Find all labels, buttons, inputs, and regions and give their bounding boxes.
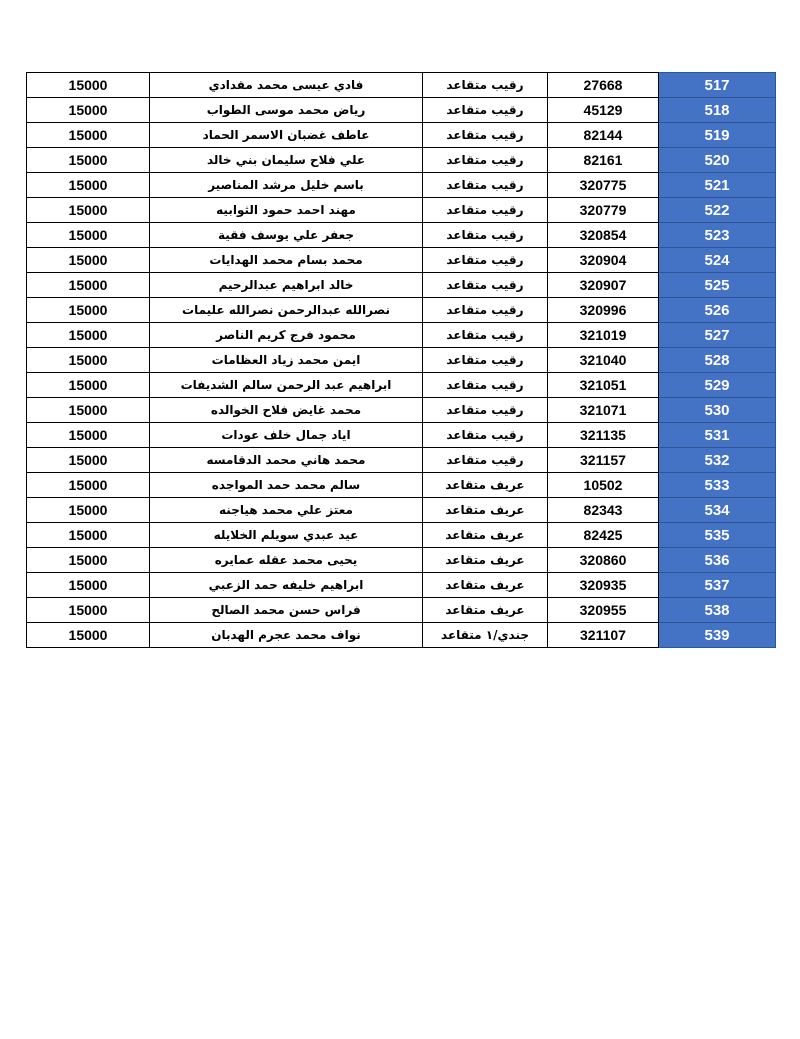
amount-cell: 15000 bbox=[27, 173, 150, 198]
table-row bbox=[27, 523, 776, 548]
id-number-cell: 321071 bbox=[548, 398, 659, 423]
name-cell: محمد بسام محمد الهدايات bbox=[150, 248, 423, 273]
name-cell: نواف محمد عجرم الهدبان bbox=[150, 623, 423, 648]
rank-cell: رقيب متقاعد bbox=[423, 423, 548, 448]
name-cell: فراس حسن محمد الصالح bbox=[150, 598, 423, 623]
rank-cell: رقيب متقاعد bbox=[423, 323, 548, 348]
amount-cell: 15000 bbox=[27, 448, 150, 473]
rank-cell: رقيب متقاعد bbox=[423, 98, 548, 123]
amount-cell: 15000 bbox=[27, 498, 150, 523]
rank-cell: رقيب متقاعد bbox=[423, 273, 548, 298]
sequence-number-cell: 535 bbox=[659, 523, 776, 548]
sequence-number-cell: 536 bbox=[659, 548, 776, 573]
id-number-cell: 82144 bbox=[548, 123, 659, 148]
table-row bbox=[27, 398, 776, 423]
sequence-number-cell: 520 bbox=[659, 148, 776, 173]
id-number-cell: 320907 bbox=[548, 273, 659, 298]
name-cell: باسم خليل مرشد المناصير bbox=[150, 173, 423, 198]
name-cell: علي فلاح سليمان بني خالد bbox=[150, 148, 423, 173]
table-row bbox=[27, 473, 776, 498]
table-row bbox=[27, 373, 776, 398]
name-cell: رياض محمد موسى الطواب bbox=[150, 98, 423, 123]
rank-cell: رقيب متقاعد bbox=[423, 123, 548, 148]
sequence-number-cell: 533 bbox=[659, 473, 776, 498]
sequence-number-cell: 517 bbox=[659, 73, 776, 98]
name-cell: مهند احمد حمود الثوابيه bbox=[150, 198, 423, 223]
table-row bbox=[27, 448, 776, 473]
id-number-cell: 82425 bbox=[548, 523, 659, 548]
id-number-cell: 321107 bbox=[548, 623, 659, 648]
id-number-cell: 320775 bbox=[548, 173, 659, 198]
name-cell: ابراهيم خليفه حمد الزعبي bbox=[150, 573, 423, 598]
table-row bbox=[27, 98, 776, 123]
table-row bbox=[27, 198, 776, 223]
name-cell: جعفر علي يوسف فقية bbox=[150, 223, 423, 248]
rank-cell: رقيب متقاعد bbox=[423, 173, 548, 198]
name-cell: سالم محمد حمد المواجده bbox=[150, 473, 423, 498]
id-number-cell: 82343 bbox=[548, 498, 659, 523]
rank-cell: عريف متقاعد bbox=[423, 473, 548, 498]
sequence-number-cell: 532 bbox=[659, 448, 776, 473]
name-cell: معتز علي محمد هياجنه bbox=[150, 498, 423, 523]
retirees-table bbox=[26, 72, 776, 648]
amount-cell: 15000 bbox=[27, 573, 150, 598]
id-number-cell: 45129 bbox=[548, 98, 659, 123]
table-row bbox=[27, 348, 776, 373]
id-number-cell: 321157 bbox=[548, 448, 659, 473]
name-cell: ايمن محمد زياد العظامات bbox=[150, 348, 423, 373]
table-row bbox=[27, 498, 776, 523]
id-number-cell: 320935 bbox=[548, 573, 659, 598]
sequence-number-cell: 521 bbox=[659, 173, 776, 198]
table-row bbox=[27, 423, 776, 448]
rank-cell: رقيب متقاعد bbox=[423, 373, 548, 398]
rank-cell: رقيب متقاعد bbox=[423, 73, 548, 98]
name-cell: خالد ابراهيم عبدالرحيم bbox=[150, 273, 423, 298]
rank-cell: عريف متقاعد bbox=[423, 598, 548, 623]
sequence-number-cell: 519 bbox=[659, 123, 776, 148]
name-cell: عيد عبدي سويلم الخلايله bbox=[150, 523, 423, 548]
amount-cell: 15000 bbox=[27, 273, 150, 298]
amount-cell: 15000 bbox=[27, 348, 150, 373]
sequence-number-cell: 527 bbox=[659, 323, 776, 348]
table-row bbox=[27, 123, 776, 148]
table-row bbox=[27, 623, 776, 648]
rank-cell: عريف متقاعد bbox=[423, 498, 548, 523]
rank-cell: رقيب متقاعد bbox=[423, 448, 548, 473]
rank-cell: رقيب متقاعد bbox=[423, 148, 548, 173]
name-cell: اياد جمال خلف عودات bbox=[150, 423, 423, 448]
id-number-cell: 321051 bbox=[548, 373, 659, 398]
amount-cell: 15000 bbox=[27, 523, 150, 548]
amount-cell: 15000 bbox=[27, 223, 150, 248]
sequence-number-cell: 534 bbox=[659, 498, 776, 523]
sequence-number-cell: 529 bbox=[659, 373, 776, 398]
name-cell: عاطف غضبان الاسمر الحماد bbox=[150, 123, 423, 148]
rank-cell: عريف متقاعد bbox=[423, 548, 548, 573]
amount-cell: 15000 bbox=[27, 98, 150, 123]
table-row bbox=[27, 173, 776, 198]
rank-cell: رقيب متقاعد bbox=[423, 298, 548, 323]
sequence-number-cell: 530 bbox=[659, 398, 776, 423]
rank-cell: رقيب متقاعد bbox=[423, 398, 548, 423]
sequence-number-cell: 522 bbox=[659, 198, 776, 223]
amount-cell: 15000 bbox=[27, 398, 150, 423]
rank-cell: عريف متقاعد bbox=[423, 573, 548, 598]
id-number-cell: 320860 bbox=[548, 548, 659, 573]
name-cell: محمود فرج كريم الناصر bbox=[150, 323, 423, 348]
table-body bbox=[27, 73, 776, 648]
sequence-number-cell: 538 bbox=[659, 598, 776, 623]
amount-cell: 15000 bbox=[27, 623, 150, 648]
rank-cell: جندي/١ متقاعد bbox=[423, 623, 548, 648]
table-row bbox=[27, 323, 776, 348]
amount-cell: 15000 bbox=[27, 248, 150, 273]
rank-cell: رقيب متقاعد bbox=[423, 198, 548, 223]
sequence-number-cell: 537 bbox=[659, 573, 776, 598]
id-number-cell: 321040 bbox=[548, 348, 659, 373]
sequence-number-cell: 531 bbox=[659, 423, 776, 448]
amount-cell: 15000 bbox=[27, 198, 150, 223]
id-number-cell: 320955 bbox=[548, 598, 659, 623]
sequence-number-cell: 524 bbox=[659, 248, 776, 273]
table-row bbox=[27, 273, 776, 298]
rank-cell: رقيب متقاعد bbox=[423, 248, 548, 273]
amount-cell: 15000 bbox=[27, 473, 150, 498]
table-row bbox=[27, 298, 776, 323]
sequence-number-cell: 539 bbox=[659, 623, 776, 648]
table-row bbox=[27, 148, 776, 173]
name-cell: ابراهيم عبد الرحمن سالم الشديفات bbox=[150, 373, 423, 398]
table-row bbox=[27, 223, 776, 248]
id-number-cell: 10502 bbox=[548, 473, 659, 498]
id-number-cell: 320996 bbox=[548, 298, 659, 323]
amount-cell: 15000 bbox=[27, 123, 150, 148]
sequence-number-cell: 525 bbox=[659, 273, 776, 298]
rank-cell: رقيب متقاعد bbox=[423, 223, 548, 248]
amount-cell: 15000 bbox=[27, 423, 150, 448]
table-row bbox=[27, 573, 776, 598]
amount-cell: 15000 bbox=[27, 148, 150, 173]
amount-cell: 15000 bbox=[27, 73, 150, 98]
amount-cell: 15000 bbox=[27, 298, 150, 323]
amount-cell: 15000 bbox=[27, 323, 150, 348]
name-cell: فادي عيسى محمد مقدادي bbox=[150, 73, 423, 98]
sequence-number-cell: 526 bbox=[659, 298, 776, 323]
rank-cell: رقيب متقاعد bbox=[423, 348, 548, 373]
table-row bbox=[27, 548, 776, 573]
id-number-cell: 82161 bbox=[548, 148, 659, 173]
amount-cell: 15000 bbox=[27, 548, 150, 573]
name-cell: محمد هاني محمد الدقامسه bbox=[150, 448, 423, 473]
id-number-cell: 320854 bbox=[548, 223, 659, 248]
amount-cell: 15000 bbox=[27, 373, 150, 398]
id-number-cell: 27668 bbox=[548, 73, 659, 98]
table-row bbox=[27, 73, 776, 98]
sequence-number-cell: 523 bbox=[659, 223, 776, 248]
table-row bbox=[27, 248, 776, 273]
retirees-table-container bbox=[26, 72, 774, 648]
sequence-number-cell: 518 bbox=[659, 98, 776, 123]
name-cell: محمد غايض فلاح الخوالده bbox=[150, 398, 423, 423]
name-cell: يحيى محمد عقله عمايره bbox=[150, 548, 423, 573]
id-number-cell: 320779 bbox=[548, 198, 659, 223]
id-number-cell: 321135 bbox=[548, 423, 659, 448]
sequence-number-cell: 528 bbox=[659, 348, 776, 373]
name-cell: نصرالله عبدالرحمن نصرالله عليمات bbox=[150, 298, 423, 323]
rank-cell: عريف متقاعد bbox=[423, 523, 548, 548]
id-number-cell: 320904 bbox=[548, 248, 659, 273]
amount-cell: 15000 bbox=[27, 598, 150, 623]
id-number-cell: 321019 bbox=[548, 323, 659, 348]
table-row bbox=[27, 598, 776, 623]
